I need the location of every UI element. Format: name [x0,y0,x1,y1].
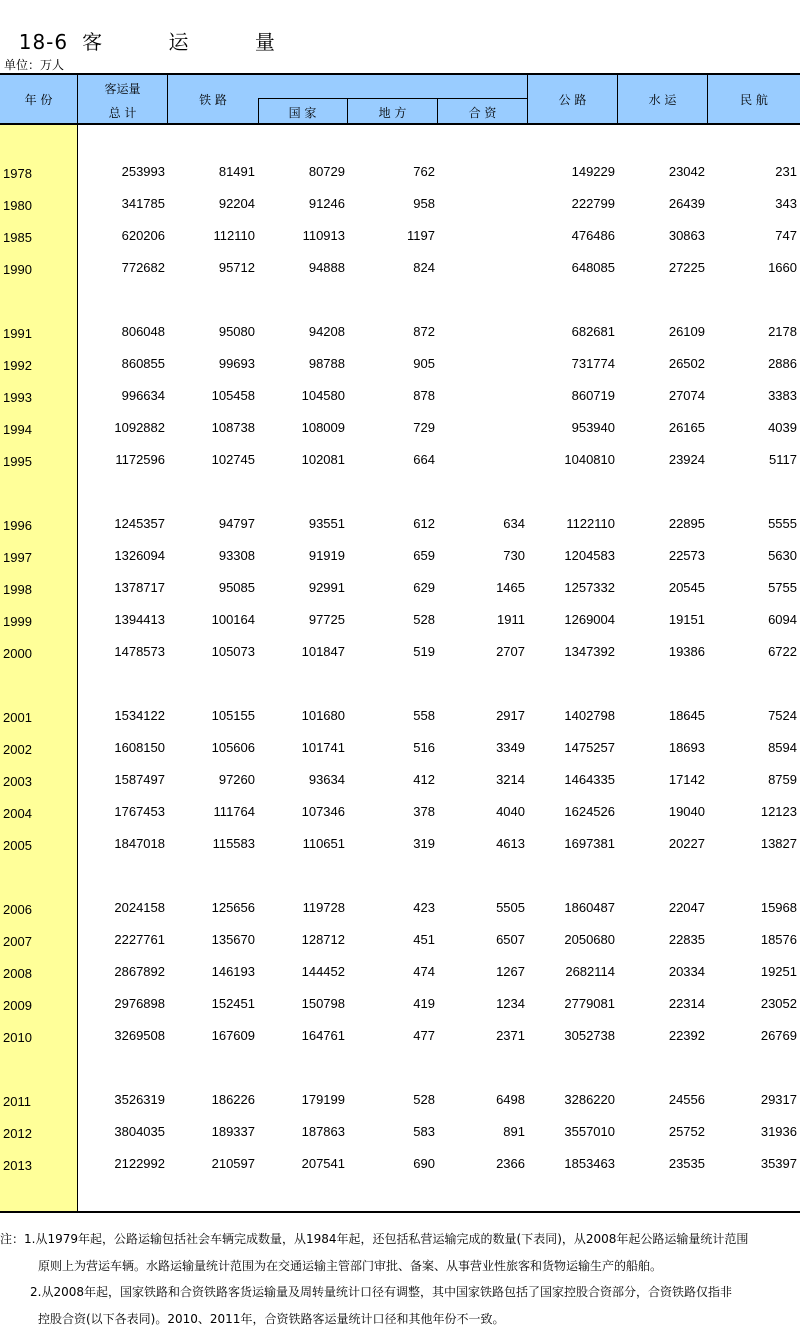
jv-cell: 634 [503,516,525,531]
table-row [0,540,800,572]
jv-cell: 891 [503,1124,525,1139]
road-cell: 1257332 [564,580,615,595]
local-cell: 423 [413,900,435,915]
rail-cell: 97260 [218,772,255,787]
year-cell: 1995 [3,454,32,469]
year-cell: 2002 [3,742,32,757]
local-cell: 824 [413,260,435,275]
road-cell: 2779081 [564,996,615,1011]
state-cell: 164761 [301,1028,345,1043]
road-cell: 953940 [571,420,615,435]
state-cell: 98788 [308,356,345,371]
state-cell: 150798 [301,996,345,1011]
jv-cell: 730 [503,548,525,563]
rail-cell: 115583 [212,836,255,851]
water-cell: 23924 [668,452,705,467]
total-cell: 1394413 [114,612,165,627]
road-cell: 1697381 [564,836,615,851]
note-line: 2.从2008年起，国家铁路和合资铁路客货运输量及周转量统计口径有调整，其中国家铁路包括了国家控股合资部分，合资铁路仅指非 [30,1285,732,1299]
local-cell: 319 [413,836,435,851]
road-cell: 1122110 [566,516,615,531]
rail-cell: 100164 [211,612,255,627]
total-cell: 806048 [121,324,165,339]
water-cell: 23042 [668,164,705,179]
air-cell: 7524 [768,708,797,723]
state-cell: 80729 [308,164,345,179]
total-cell: 3269508 [114,1028,165,1043]
rail-cell: 93308 [218,548,255,563]
road-cell: 860719 [571,388,615,403]
table-row [0,604,800,636]
rail-cell: 81491 [218,164,255,179]
header-total-bottom: 总 计 [108,106,137,120]
road-cell: 1464335 [564,772,615,787]
table-row [0,348,800,380]
rail-subheader-rule [258,98,528,99]
road-cell: 3286220 [564,1092,615,1107]
total-cell: 1245357 [114,516,165,531]
air-cell: 19251 [760,964,797,979]
water-cell: 22835 [668,932,705,947]
year-cell: 1985 [3,230,32,245]
year-cell: 2012 [3,1126,32,1141]
table-bottom-rule [0,1211,800,1213]
year-cell: 1978 [3,166,32,181]
state-cell: 144452 [301,964,345,979]
year-cell: 1996 [3,518,32,533]
jv-cell: 6507 [496,932,525,947]
jv-cell: 1267 [496,964,525,979]
local-cell: 583 [413,1124,435,1139]
rail-cell: 105606 [211,740,255,755]
air-cell: 5755 [768,580,797,595]
total-cell: 2227761 [114,932,165,947]
state-cell: 94888 [308,260,345,275]
air-cell: 5117 [769,452,797,467]
water-cell: 26502 [668,356,705,371]
air-cell: 6722 [768,644,797,659]
jv-cell: 2371 [496,1028,525,1043]
year-cell: 1992 [3,358,32,373]
total-cell: 1326094 [114,548,165,563]
table-row [0,380,800,412]
total-cell: 2976898 [114,996,165,1011]
water-cell: 22392 [668,1028,705,1043]
water-cell: 18693 [668,740,705,755]
total-cell: 2122992 [114,1156,165,1171]
rail-cell: 102745 [211,452,255,467]
total-cell: 1092882 [114,420,165,435]
state-cell: 207541 [301,1156,345,1171]
air-cell: 231 [775,164,797,179]
state-cell: 108009 [301,420,345,435]
state-cell: 110913 [302,228,345,243]
road-cell: 1269004 [564,612,615,627]
year-cell: 2006 [3,902,32,917]
road-cell: 1040810 [564,452,615,467]
water-cell: 22314 [668,996,705,1011]
jv-cell: 2917 [496,708,525,723]
table-row [0,252,800,284]
jv-cell: 6498 [496,1092,525,1107]
table-row [0,220,800,252]
air-cell: 2178 [768,324,797,339]
jv-cell: 3349 [496,740,525,755]
local-cell: 664 [413,452,435,467]
air-cell: 3383 [768,388,797,403]
table-row [0,988,800,1020]
rail-cell: 105458 [211,388,255,403]
local-cell: 659 [413,548,435,563]
air-cell: 35397 [760,1156,797,1171]
local-cell: 612 [413,516,435,531]
air-cell: 15968 [760,900,797,915]
state-cell: 101741 [301,740,345,755]
year-cell: 2005 [3,838,32,853]
state-cell: 93634 [308,772,345,787]
jv-cell: 2707 [496,644,525,659]
rail-cell: 167609 [211,1028,255,1043]
local-cell: 762 [413,164,435,179]
jv-cell: 4613 [496,836,525,851]
table-row [0,796,800,828]
table-row [0,892,800,924]
rail-cell: 105073 [211,644,255,659]
table-row [0,732,800,764]
total-cell: 772682 [121,260,165,275]
table-row [0,828,800,860]
air-cell: 29317 [760,1092,797,1107]
local-cell: 419 [413,996,435,1011]
local-cell: 958 [413,196,435,211]
year-cell: 1980 [3,198,32,213]
state-cell: 102081 [301,452,345,467]
state-cell: 110651 [302,836,345,851]
local-cell: 558 [413,708,435,723]
local-cell: 729 [413,420,435,435]
total-cell: 253993 [121,164,165,179]
rail-cell: 95712 [218,260,255,275]
table-row [0,188,800,220]
header-jv: 合 资 [468,106,497,120]
water-cell: 24556 [668,1092,705,1107]
road-cell: 731774 [571,356,615,371]
jv-cell: 1465 [496,580,525,595]
note-line: 原则上为营运车辆。水路运输量统计范围为在交通运输主管部门审批、备案、从事营业性旅客和货物运输生产的船舶。 [38,1258,663,1273]
jv-cell: 3214 [496,772,525,787]
water-cell: 26439 [668,196,705,211]
water-cell: 20334 [668,964,705,979]
rail-cell: 99693 [218,356,255,371]
air-cell: 5630 [768,548,797,563]
total-cell: 996634 [121,388,165,403]
rail-cell: 95080 [218,324,255,339]
state-cell: 92991 [308,580,345,595]
year-cell: 1990 [3,262,32,277]
state-cell: 107346 [301,804,345,819]
rail-cell: 125656 [211,900,255,915]
water-cell: 22047 [668,900,705,915]
jv-cell: 5505 [496,900,525,915]
rail-cell: 108738 [211,420,255,435]
air-cell: 23052 [760,996,797,1011]
rail-cell: 210597 [211,1156,255,1171]
jv-cell: 4040 [496,804,525,819]
year-cell: 2007 [3,934,32,949]
state-cell: 119728 [302,900,345,915]
local-cell: 690 [413,1156,435,1171]
water-cell: 27225 [668,260,705,275]
jv-cell: 1234 [496,996,525,1011]
local-cell: 519 [413,644,435,659]
water-cell: 26109 [668,324,705,339]
table-row [0,156,800,188]
water-cell: 23535 [668,1156,705,1171]
rail-cell: 152451 [211,996,255,1011]
rail-cell: 105155 [211,708,255,723]
total-cell: 860855 [121,356,165,371]
state-cell: 101680 [301,708,345,723]
water-cell: 26165 [668,420,705,435]
year-cell: 2003 [3,774,32,789]
table-row [0,316,800,348]
rail-cell: 94797 [218,516,255,531]
year-cell: 2004 [3,806,32,821]
air-cell: 18576 [760,932,797,947]
table-row [0,508,800,540]
water-cell: 19151 [668,612,705,627]
air-cell: 2886 [768,356,797,371]
air-cell: 5555 [768,516,797,531]
water-cell: 18645 [668,708,705,723]
local-cell: 451 [413,932,435,947]
road-cell: 3052738 [564,1028,615,1043]
footnotes [0,1226,800,1332]
local-cell: 412 [413,772,435,787]
table-row [0,924,800,956]
note-line: 注：1.从1979年起，公路运输包括社会车辆完成数量，从1984年起，还包括私营运输完成的数量(下表同)，从2008年起公路运输量统计范围 [0,1232,749,1246]
total-cell: 1478573 [114,644,165,659]
total-cell: 1534122 [114,708,165,723]
air-cell: 12123 [760,804,797,819]
table-row [0,444,800,476]
table-row [0,1116,800,1148]
water-cell: 19386 [668,644,705,659]
road-cell: 682681 [571,324,615,339]
year-cell: 2010 [3,1030,32,1045]
water-cell: 17142 [668,772,705,787]
rail-cell: 186226 [211,1092,255,1107]
local-cell: 905 [413,356,435,371]
total-cell: 1587497 [114,772,165,787]
rail-cell: 189337 [211,1124,255,1139]
state-cell: 91919 [308,548,345,563]
header-air: 民 航 [740,93,768,107]
water-cell: 30863 [668,228,705,243]
rail-cell: 95085 [218,580,255,595]
state-cell: 128712 [301,932,345,947]
air-cell: 26769 [760,1028,797,1043]
state-cell: 104580 [301,388,345,403]
table-row [0,956,800,988]
header-total-top: 客运量 [104,82,141,96]
year-cell: 1991 [3,326,32,341]
rail-cell: 112110 [213,228,255,243]
water-cell: 19040 [668,804,705,819]
road-cell: 1204583 [564,548,615,563]
road-cell: 1860487 [564,900,615,915]
header-rail: 铁 路 [199,93,227,107]
air-cell: 6094 [768,612,797,627]
road-cell: 1347392 [564,644,615,659]
year-cell: 2009 [3,998,32,1013]
state-cell: 93551 [308,516,345,531]
road-cell: 2050680 [564,932,615,947]
rail-cell: 92204 [218,196,255,211]
table-row [0,636,800,668]
local-cell: 378 [413,804,435,819]
total-cell: 341785 [121,196,165,211]
table-row [0,764,800,796]
total-cell: 3526319 [114,1092,165,1107]
table-row [0,1148,800,1180]
year-cell: 2013 [3,1158,32,1173]
local-cell: 872 [413,324,435,339]
local-cell: 477 [413,1028,435,1043]
note-line: 控股合资(以下各表同)。2010、2011年，合资铁路客运量统计口径和其他年份不一致。 [38,1311,505,1326]
header-water: 水 运 [648,93,677,107]
year-cell: 2008 [3,966,32,981]
state-cell: 97725 [308,612,345,627]
local-cell: 629 [413,580,435,595]
air-cell: 4039 [768,420,797,435]
total-cell: 3804035 [114,1124,165,1139]
water-cell: 22573 [668,548,705,563]
total-cell: 1378717 [114,580,165,595]
state-cell: 91246 [308,196,345,211]
year-cell: 2011 [3,1094,31,1109]
header-road: 公 路 [558,93,587,107]
jv-cell: 1911 [497,612,525,627]
header-year: 年 份 [24,93,53,107]
state-cell: 179199 [301,1092,345,1107]
air-cell: 1660 [768,260,797,275]
header-bottom-rule [0,123,800,125]
air-cell: 8759 [768,772,797,787]
road-cell: 1853463 [564,1156,615,1171]
local-cell: 516 [413,740,435,755]
road-cell: 149229 [571,164,615,179]
air-cell: 31936 [760,1124,797,1139]
local-cell: 528 [413,1092,435,1107]
total-cell: 1847018 [114,836,165,851]
road-cell: 222799 [571,196,615,211]
total-cell: 1608150 [114,740,165,755]
air-cell: 13827 [760,836,797,851]
unit-label: 单位：万人 [4,58,65,72]
road-cell: 476486 [571,228,615,243]
water-cell: 20227 [668,836,705,851]
table-row [0,1084,800,1116]
local-cell: 474 [413,964,435,979]
year-cell: 1998 [3,582,32,597]
water-cell: 25752 [668,1124,705,1139]
header-local: 地 方 [378,106,407,120]
year-cell: 2001 [3,710,32,725]
total-cell: 2867892 [114,964,165,979]
rail-cell: 146193 [211,964,255,979]
header-state: 国 家 [288,106,317,120]
jv-cell: 2366 [496,1156,525,1171]
table-code: 18-6 [18,30,69,54]
year-cell: 1999 [3,614,32,629]
page-title [4,2,305,55]
road-cell: 648085 [571,260,615,275]
year-cell: 1997 [3,550,32,565]
total-cell: 2024158 [114,900,165,915]
year-cell: 2000 [3,646,32,661]
total-cell: 620206 [121,228,165,243]
rail-cell: 111764 [213,804,255,819]
local-cell: 878 [413,388,435,403]
total-cell: 1767453 [114,804,165,819]
water-cell: 27074 [668,388,705,403]
year-cell: 1994 [3,422,32,437]
local-cell: 1197 [407,228,435,243]
rail-cell: 135670 [211,932,255,947]
table-row [0,1020,800,1052]
year-cell: 1993 [3,390,32,405]
table-row [0,412,800,444]
water-cell: 22895 [668,516,705,531]
air-cell: 8594 [768,740,797,755]
total-cell: 1172596 [115,452,165,467]
road-cell: 1402798 [564,708,615,723]
table-name: 客 运 量 [82,30,305,54]
air-cell: 747 [775,228,797,243]
road-cell: 1475257 [564,740,615,755]
road-cell: 2682114 [565,964,615,979]
air-cell: 343 [775,196,797,211]
table-row [0,700,800,732]
header-top-rule [0,73,800,75]
state-cell: 94208 [308,324,345,339]
state-cell: 101847 [301,644,345,659]
state-cell: 187863 [301,1124,345,1139]
local-cell: 528 [413,612,435,627]
road-cell: 1624526 [564,804,615,819]
water-cell: 20545 [668,580,705,595]
table-row [0,572,800,604]
road-cell: 3557010 [564,1124,615,1139]
